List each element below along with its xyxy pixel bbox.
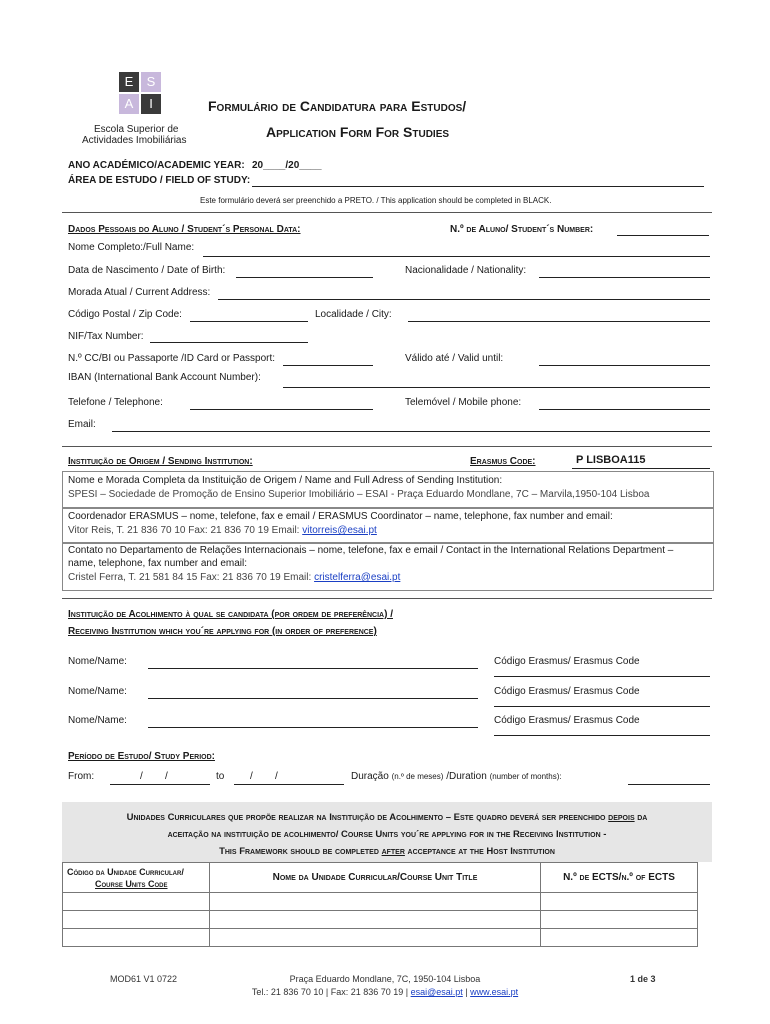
logo-letter-i: I <box>141 94 161 114</box>
from-label: From: <box>68 771 95 782</box>
footer-email-link[interactable]: esai@esai.pt <box>410 987 463 997</box>
units-banner-after: after <box>381 846 405 857</box>
coordinator-label: Coordenador ERASMUS – nome, telefone, fax e email / ERASMUS Coordinator – name, telephone, fax number and email: <box>68 511 613 522</box>
units-banner-text1: Unidades Curriculares que propõe realizar na Instituição de Acolhimento – Este quadro deverá ser preenchido <box>126 812 606 823</box>
to-date-separators: / / <box>250 771 278 782</box>
full-name-input[interactable] <box>203 256 710 257</box>
footer-contacts-text: Tel.: 21 836 70 10 | Fax: 21 836 70 19 | <box>251 987 411 997</box>
course-units-table <box>62 862 698 947</box>
id-card-label: N.º CC/BI ou Passaporte /ID Card or Passport: <box>68 353 276 364</box>
host-name-input-3[interactable] <box>148 727 478 728</box>
iban-label: IBAN (International Bank Account Number): <box>68 372 261 383</box>
header-cell-ects: N.º de ECTS/n.º of ECTS <box>541 863 698 893</box>
address-label: Morada Atual / Current Address: <box>68 287 211 298</box>
cell-code[interactable] <box>63 929 210 947</box>
sending-name-label: Nome e Morada Completa da Instituição de Origem / Name and Full Adress of Sending Institution: <box>68 475 503 486</box>
host-name-label-2: Nome/Name: <box>68 686 127 697</box>
header-cell-code <box>63 863 210 893</box>
footer-web-link[interactable]: www.esai.pt <box>470 987 519 997</box>
student-number-label: N.º de Aluno/ Student´s Number: <box>450 224 594 235</box>
coordinator-info: Vitor Reis, T. 21 836 70 10 Fax: 21 836 70 19 Email: <box>68 525 303 536</box>
city-input[interactable] <box>408 321 710 322</box>
host-code-input-3[interactable] <box>494 735 710 736</box>
host-code-label-3: Código Erasmus/ Erasmus Code <box>494 715 640 726</box>
header-cell-title: Nome da Unidade Curricular/Course Unit Title <box>210 863 541 893</box>
duration-pt: Duração <box>351 771 389 782</box>
email-label: Email: <box>68 419 96 430</box>
divider <box>62 212 712 213</box>
valid-until-input[interactable] <box>539 365 710 366</box>
nationality-label: Nacionalidade / Nationality: <box>405 265 527 276</box>
duration-input[interactable] <box>628 784 710 785</box>
units-banner-depois: depois <box>608 812 635 823</box>
footer-page-number: 1 de 3 <box>630 974 656 984</box>
dob-label: Data de Nascimento / Date of Birth: <box>68 265 226 276</box>
host-code-label-1: Código Erasmus/ Erasmus Code <box>494 656 640 667</box>
host-code-label-2: Código Erasmus/ Erasmus Code <box>494 686 640 697</box>
instruction-text: Este formulário deverá ser preenchido a PRETO. / This application should be completed in BLACK. <box>200 196 552 205</box>
from-date-separators: / / <box>140 771 168 782</box>
footer-separator: | <box>462 987 471 997</box>
sending-name-value: SPESI – Sociedade de Promoção de Ensino Superior Imobiliário – ESAI - Praça Eduardo Mondlane, 7C – Marvila,1950-104 Lisboa <box>68 489 650 500</box>
units-banner-text3b: acceptance at the Host Institution <box>407 846 555 857</box>
telephone-input[interactable] <box>190 409 373 410</box>
divider <box>62 446 712 447</box>
duration-en-hint: (number of months): <box>489 772 562 781</box>
erasmus-code-label: Erasmus Code: <box>470 456 536 467</box>
cell-ects[interactable] <box>541 911 698 929</box>
academic-year-value[interactable]: 20____/20____ <box>252 160 322 171</box>
form-title-line2: Application Form For Studies <box>266 124 450 140</box>
field-of-study-input[interactable] <box>252 186 704 187</box>
duration-pt-hint: (n.º de meses) <box>391 772 444 781</box>
coordinator-email-link[interactable]: vitorreis@esai.pt <box>302 525 377 536</box>
nif-input[interactable] <box>150 342 308 343</box>
cell-title[interactable] <box>210 929 541 947</box>
ir-contact-label-line2: name, telephone, fax number and email: <box>68 558 247 569</box>
table-row[interactable] <box>63 911 698 929</box>
nif-label: NIF/Tax Number: <box>68 331 144 342</box>
student-number-input[interactable] <box>617 235 709 236</box>
logo-letter-a: A <box>119 94 139 114</box>
personal-data-heading: Dados Pessoais do Aluno / Student´s Personal Data: <box>68 224 301 235</box>
sending-institution-heading: Instituição de Origem / Sending Institution: <box>68 456 253 467</box>
host-name-input-2[interactable] <box>148 698 478 699</box>
id-card-input[interactable] <box>283 365 373 366</box>
ir-contact-email-link[interactable]: cristelferra@esai.pt <box>314 572 401 583</box>
cell-title[interactable] <box>210 893 541 911</box>
erasmus-code-underline <box>572 468 710 469</box>
host-code-input-1[interactable] <box>494 676 710 677</box>
units-banner-line1 <box>62 812 712 823</box>
duration-label <box>351 771 562 782</box>
host-name-label-3: Nome/Name: <box>68 715 127 726</box>
mobile-input[interactable] <box>539 409 710 410</box>
cell-code[interactable] <box>63 911 210 929</box>
host-code-input-2[interactable] <box>494 706 710 707</box>
logo-name-line2: Actividades Imobiliárias <box>82 135 187 146</box>
mobile-label: Telemóvel / Mobile phone: <box>405 397 522 408</box>
footer-contacts <box>0 987 770 997</box>
to-date-input[interactable] <box>234 784 344 785</box>
from-date-input[interactable] <box>110 784 210 785</box>
footer-code: MOD61 V1 0722 <box>110 974 178 984</box>
erasmus-code-value: P LISBOA115 <box>576 454 646 466</box>
dob-input[interactable] <box>236 277 373 278</box>
divider <box>62 598 712 599</box>
academic-year-label: ANO ACADÉMICO/ACADEMIC YEAR: <box>68 160 245 171</box>
postal-code-input[interactable] <box>190 321 308 322</box>
to-label: to <box>216 771 225 782</box>
iban-input[interactable] <box>283 387 710 388</box>
telephone-label: Telefone / Telephone: <box>68 397 163 408</box>
ir-contact-value <box>68 572 400 583</box>
valid-until-label: Válido até / Valid until: <box>405 353 504 364</box>
study-period-heading: Período de Estudo/ Study Period: <box>68 751 215 762</box>
header-code-line2: Course Units Code <box>95 878 168 889</box>
footer-address: Praça Eduardo Mondlane, 7C, 1950-104 Lisboa <box>289 974 481 984</box>
nationality-input[interactable] <box>539 277 710 278</box>
address-input[interactable] <box>218 299 710 300</box>
units-banner-da: da <box>637 812 648 823</box>
units-banner-line3 <box>62 846 712 857</box>
header-code-line1: Código da Unidade Curricular/ <box>67 866 184 877</box>
duration-en: /Duration <box>446 771 487 782</box>
cell-ects[interactable] <box>541 893 698 911</box>
receiving-institution-heading-line1: Instituição de Acolhimento à qual se candidata (por ordem de preferência) / <box>68 609 393 620</box>
cell-title[interactable] <box>210 911 541 929</box>
units-banner-line2: aceitação na instituição de acolhimento/ Course Units you´re applying for in the Receiving Institution - <box>167 829 607 840</box>
field-of-study-label: ÁREA DE ESTUDO / FIELD OF STUDY: <box>68 175 251 186</box>
host-name-label-1: Nome/Name: <box>68 656 127 667</box>
logo-name-line1: Escola Superior de <box>94 124 179 135</box>
table-row[interactable] <box>63 929 698 947</box>
logo-letter-e: E <box>119 72 139 92</box>
email-input[interactable] <box>112 431 710 432</box>
form-title-line1: Formulário de Candidatura para Estudos/ <box>208 98 467 114</box>
table-row[interactable] <box>63 893 698 911</box>
logo-letter-s: S <box>141 72 161 92</box>
cell-ects[interactable] <box>541 929 698 947</box>
postal-code-label: Código Postal / Zip Code: <box>68 309 182 320</box>
ir-contact-label-line1: Contato no Departamento de Relações Internacionais – nome, telefone, fax e email / Contact in the International Relations Department – <box>68 545 674 556</box>
full-name-label: Nome Completo:/Full Name: <box>68 242 195 253</box>
city-label: Localidade / City: <box>315 309 392 320</box>
cell-code[interactable] <box>63 893 210 911</box>
host-name-input-1[interactable] <box>148 668 478 669</box>
receiving-institution-heading-line2: Receiving Institution which you´re applying for (in order of preference) <box>68 626 377 637</box>
ir-contact-info: Cristel Ferra, T. 21 581 84 15 Fax: 21 836 70 19 Email: <box>68 572 315 583</box>
coordinator-value <box>68 525 377 536</box>
units-banner-text3a: This Framework should be completed <box>219 846 379 857</box>
table-header-row <box>63 863 698 893</box>
